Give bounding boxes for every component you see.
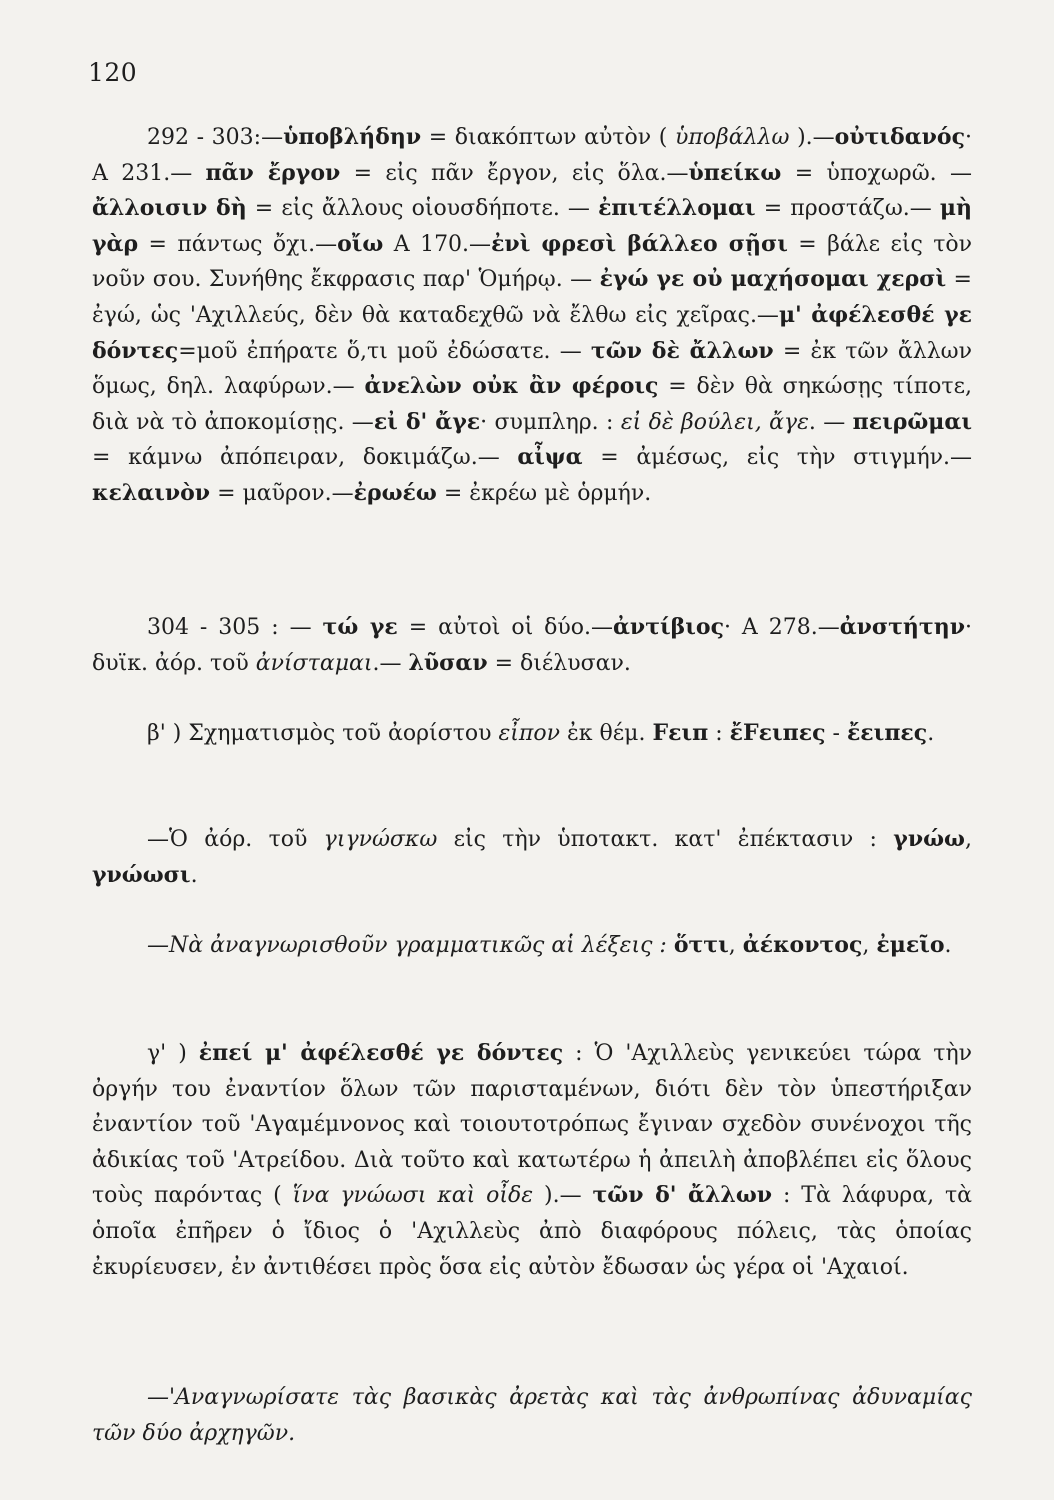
headword: μὴ γὰρ <box>92 195 973 257</box>
headword: ἐπιτέλλομαι <box>598 195 756 222</box>
headword: γνώω <box>893 826 965 852</box>
paragraph-grammar-exercise <box>92 928 972 964</box>
headword: ἀνστήτην <box>839 614 965 640</box>
text-run: = πάντως ὄχι.— <box>138 231 338 257</box>
page-number: 120 <box>88 58 138 87</box>
text-run: εἰς τὴν ὑποτακτ. κατ' ἐπέκτασιν : <box>437 827 894 852</box>
headword: ἐμεῖο <box>876 932 945 958</box>
headword: οὐτιδανός <box>834 124 965 150</box>
headword: ὑπείκω <box>688 159 782 186</box>
italic-text: —'Αναγνωρίσατε τὰς βασικὰς ἀρετὰς καὶ τὰς ἀνθρωπίνας ἀδυναμίας τῶν δύο ἀρχηγῶν. <box>92 1385 972 1446</box>
paragraph-subjunctive-note <box>92 822 972 893</box>
text-run: : <box>708 721 730 746</box>
italic-text: ἵνα γνώωσι καὶ οἶδε <box>292 1183 534 1209</box>
text-run: = ἐκρέω μὲ ὁρμήν. <box>436 480 652 506</box>
text-run: : Τὰ λάφυρα, τὰ ὁποῖα ἐπῆρεν ὁ ἴδιος ὁ 'Αχιλλεὺς ἀπὸ διαφόρους πόλεις, τὰς ὁποίας ἐκυρίευσεν, ἐν ἀντιθέσει πρὸς ὅσα εἰς αὐτὸν ἔδωσαν ὡς γέρα οἱ 'Αχαιοί. <box>92 1183 972 1280</box>
headword: ἐρωέω <box>353 479 437 506</box>
paragraph-text <box>92 1380 972 1451</box>
text-run: .— <box>372 650 409 676</box>
headword: τῶν δὲ ἄλλων <box>590 337 774 364</box>
italic-text: εἰ δὲ βούλει, ἄγε <box>620 409 809 435</box>
headword: ἀντίβιος <box>613 614 724 640</box>
headword: αἶψα <box>517 444 583 471</box>
headword: μ' ἀφέλεσθέ γε δόντες <box>92 301 972 364</box>
headword: ἄλλοισιν δὴ <box>92 195 247 222</box>
headword: Fειπ <box>652 720 709 746</box>
text-run: = κάμνω ἀπόπειραν, δοκιμάζω.— <box>92 445 518 471</box>
italic-text: γιγνώσκω <box>323 827 438 852</box>
text-run: = διακόπτων αὐτὸν ( <box>421 125 675 150</box>
text-run: , <box>862 933 877 958</box>
text-run: = ἐγώ, ὡς 'Αχιλλεύς, δὲν θὰ καταδεχθῶ νὰ ἔλθω εἰς χεῖρας.— <box>92 267 972 328</box>
text-run: = εἰς πᾶν ἔργον, εἰς ὅλα.— <box>340 160 689 186</box>
headword: ὅττι <box>673 932 729 958</box>
paragraph-commentary-gamma <box>92 1036 972 1285</box>
paragraph-text <box>92 822 972 893</box>
headword: ἐπεί μ' ἀφέλεσθέ γε δόντες <box>198 1040 564 1066</box>
italic-text: ἀνίσταμαι <box>255 650 373 676</box>
text-run: · συμπληρ. : <box>480 409 621 435</box>
headword: ἀέκοντος <box>742 932 863 958</box>
text-run: . — <box>808 409 853 435</box>
headword: ἔFειπες <box>729 720 826 746</box>
text-run: , <box>964 827 972 852</box>
text-run: = ἀμέσως, εἰς τὴν στιγμήν.— <box>582 445 972 471</box>
text-run: = αὐτοὶ οἱ δύο.— <box>397 615 613 640</box>
paragraph-question <box>92 1380 972 1451</box>
text-run: . <box>927 721 935 746</box>
text-run <box>667 933 674 958</box>
text-run: = μαῦρον.— <box>210 480 354 506</box>
headword: ἔειπες <box>846 720 928 746</box>
text-run: = ἐκ τῶν ἄλλων ὅμως, δηλ. λαφύρων.— <box>92 338 972 400</box>
paragraph-text <box>92 610 972 681</box>
headword: γνώωσι <box>92 861 191 888</box>
paragraph-lines-304-305 <box>92 610 972 681</box>
italic-text: —Νὰ ἀναγνωρισθοῦν γραμματικῶς αἱ λέξεις : <box>147 933 667 958</box>
headword: ὑποβλήδην <box>283 124 422 150</box>
headword: οἴω <box>337 230 384 257</box>
headword: κελαινὸν <box>92 479 211 506</box>
headword: λῦσαν <box>408 649 488 676</box>
headword: πειρῶμαι <box>852 408 972 435</box>
text-run: . <box>190 862 198 888</box>
text-run: . <box>944 933 952 958</box>
paragraph-text <box>92 928 972 964</box>
text-run: = διέλυσαν. <box>487 650 631 676</box>
paragraph-text <box>92 1036 972 1285</box>
text-run: —Ὁ ἀόρ. τοῦ <box>147 827 324 852</box>
text-run: ).— <box>789 125 835 150</box>
text-run: γ' ) <box>147 1041 199 1066</box>
paragraph-lines-292-303 <box>92 120 972 512</box>
italic-text: εἶπον <box>498 721 560 746</box>
text-run: ἐκ θέμ. <box>560 721 653 746</box>
headword: πᾶν ἔργον <box>205 159 341 186</box>
text-run: = προστάζω.— <box>755 196 940 222</box>
text-run: Α 170.— <box>383 231 492 257</box>
text-run: · δυϊκ. ἀόρ. τοῦ <box>92 615 972 676</box>
headword: τώ γε <box>322 614 398 640</box>
italic-text: ὑποβάλλω <box>674 125 790 150</box>
text-run: - <box>825 721 847 746</box>
headword: ἐγώ γε οὐ μαχήσομαι χερσὶ <box>599 266 947 293</box>
text-run: · Α 278.— <box>723 615 840 640</box>
text-run: · Α 231.— <box>92 125 972 186</box>
paragraph-text <box>92 120 972 512</box>
headword: εἰ δ' ἄγε <box>373 408 481 435</box>
text-run: : Ὁ 'Αχιλλεὺς γενικεύει τώρα τὴν ὀργήν του ἐναντίον ὅλων τῶν παρισταμένων, διότι δὲν τὸν ὑπεστήριξαν ἐναντίον τοῦ 'Αγαμέμνονος καὶ τοιουτοτρόπως ἔγιναν σχεδὸν συνένοχοι τῆς ἀδικίας τοῦ 'Ατρείδου. Διὰ τοῦτο καὶ κατωτέρω ἡ ἀπειλὴ ἀποβλέπει εἰς ὅλους τοὺς παρόντας ( <box>92 1041 972 1209</box>
text-run: = βάλε εἰς τὸν νοῦν σου. Συνήθης ἔκφρασις παρ' Ὁμήρῳ. — <box>92 231 972 293</box>
text-run: = εἰς ἄλλους οἱουσδήποτε. — <box>246 196 599 222</box>
text-run: ).— <box>533 1183 593 1209</box>
text-run: 304 - 305 : — <box>147 615 323 640</box>
headword: ἐνὶ φρεσὶ βάλλεο σῇσι <box>491 230 788 257</box>
text-run: =μοῦ ἐπήρατε ὅ,τι μοῦ ἐδώσατε. — <box>178 338 591 364</box>
text-run: , <box>728 933 743 958</box>
text-run: = δὲν θὰ σηκώσῃς τίποτε, διὰ νὰ τὸ ἀποκομίσῃς. — <box>92 374 972 435</box>
paragraph-aorist-formation <box>92 716 972 752</box>
text-run: β' ) Σχηματισμὸς τοῦ ἀορίστου <box>147 721 499 746</box>
text-run: = ὑποχωρῶ. — <box>781 160 972 186</box>
headword: τῶν δ' ἄλλων <box>592 1182 773 1209</box>
text-run: 292 - 303:— <box>147 125 284 150</box>
paragraph-text <box>92 716 972 752</box>
headword: ἀνελὼν οὐκ ἂν φέροις <box>364 373 659 400</box>
